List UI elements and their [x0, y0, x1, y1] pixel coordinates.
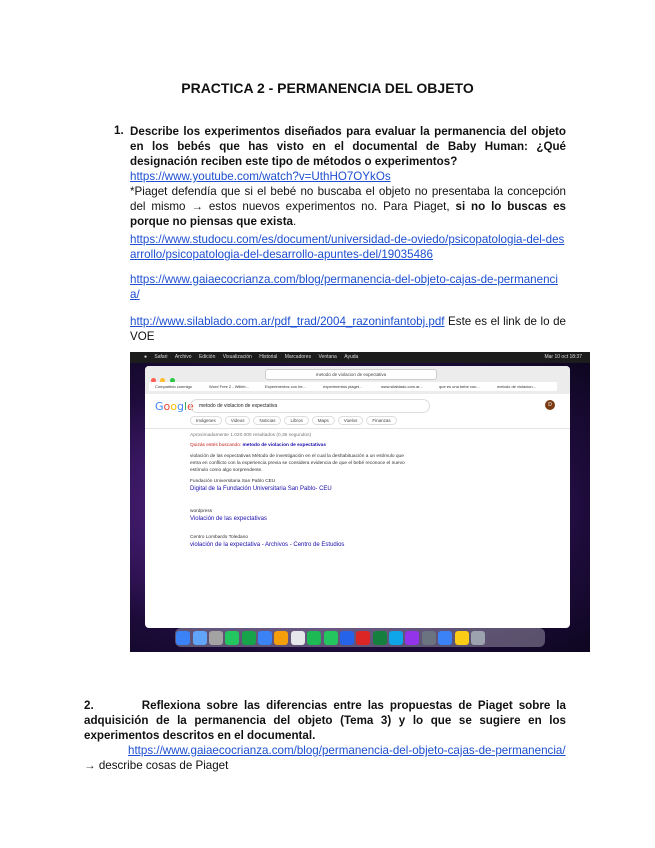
browser-tabbar — [145, 366, 570, 394]
safari-window — [145, 366, 570, 628]
silablado-link[interactable]: http://www.silablado.com.ar/pdf_trad/2004_razoninfantobj.pdf — [130, 315, 445, 328]
mac-dock — [175, 628, 545, 647]
question-1: Describe los experimentos diseñados para evaluar la permanencia del objeto en los bebés que has visto en el documental de Baby Human: ¿Qué designación reciben este tipo de métodos o experimentos? https://www.youtube.com/watch?v=UthHO7OYkOs *Piaget defendía que si el bebé no buscaba el objeto no presentaba la concepción del mismo → estos nuevos experimentos no. Para Piaget, si no lo buscas es porque no piensas que exista. — [130, 125, 566, 228]
tab[interactable]: experimentos piaget... — [317, 382, 377, 391]
silablado-link-block — [130, 314, 566, 344]
question-2-text: Reflexiona sobre las diferencias entre las propuestas de Piaget sobre la adquisición de la permanencia del objeto (Tema 3) y lo que se sugiere en los experimentos descritos en el documental. — [84, 699, 566, 742]
tab[interactable]: que es una bebe con... — [433, 382, 493, 391]
studocu-link[interactable]: https://www.studocu.com/es/document/universidad-de-oviedo/psicopatologia-del-desarrollo/psicopatologia-del-desarrollo-apuntes-del/19035486 — [130, 233, 565, 261]
question-2-number: 2. — [84, 699, 94, 712]
spotify-icon[interactable] — [307, 631, 321, 645]
whatsapp-icon[interactable] — [324, 631, 338, 645]
question-1-text: Describe los experimentos diseñados para evaluar la permanencia del objeto en los bebés que has visto en el documental de Baby Human: ¿Qué designación reciben este tipo de métodos o experimentos? — [130, 125, 566, 168]
apple-icon: ● — [144, 354, 148, 360]
piaget-note-bold: si no lo buscas es porque no piensas que exista — [130, 200, 566, 228]
tab[interactable]: Word Free 2 - Willeb... — [203, 382, 261, 391]
tab[interactable]: Experimentos con be... — [259, 382, 319, 391]
google-logo: Google — [155, 400, 194, 413]
tab[interactable]: www.silablado.com.ar... — [375, 382, 435, 391]
account-avatar[interactable]: D — [545, 400, 555, 410]
powerpoint-icon[interactable] — [356, 631, 370, 645]
tab-active[interactable]: metodo de violacion... — [491, 382, 557, 391]
messages-icon[interactable] — [242, 631, 256, 645]
result-link[interactable]: Digital de la Fundación Universitaria San Pablo- CEU — [190, 486, 332, 492]
gaiaecocrianza-link-2[interactable]: https://www.gaiaecocrianza.com/blog/permanencia-del-objeto-cajas-de-permanencia/ — [128, 744, 566, 757]
question-1-number: 1. — [114, 124, 124, 137]
embedded-screenshot — [130, 352, 590, 652]
voe-note: Este es el link de lo de VOE — [130, 315, 566, 343]
menubar-clock: Mar 10 oct 18:37 — [544, 354, 582, 360]
gaiaecocrianza-link[interactable]: https://www.gaiaecocrianza.com/blog/permanencia-del-objeto-cajas-de-permanencia/ — [130, 273, 558, 301]
finder-icon[interactable] — [176, 631, 190, 645]
gaia-link-block — [130, 272, 566, 302]
result-link[interactable]: violación de la expectativa - Archivos - Centro de Estudios — [190, 542, 345, 548]
tab[interactable]: Compartido conmigo — [149, 382, 205, 391]
result-link[interactable]: Violación de las expectativas — [190, 516, 267, 522]
studocu-link-block — [130, 232, 566, 262]
piaget-comment: → describe cosas de Piaget — [84, 759, 229, 772]
suggestion-link[interactable]: metodo de violacion de expectativas — [242, 443, 326, 448]
search-results: Aproximadamente 1.020.000 resultados (0,36 segundos) Quizás estés buscando: metodo de violacion de expectativas violación de las expectativas Método de investigación en el cual la deshabituación a un estímulo que entra en conflicto con la experiencia previa se considera evidencia de que el bebé reconoce el nuevo estímulo como algo sorprendente. Fundación Universitaria San Pablo CEU Digital de la Fundación Universitaria San Pablo- CEU wordpress Violación de las expectativas Centro Lombardo Toledano violación de la expectativa - Archivos - Centro de Estudios — [190, 432, 410, 550]
launchpad-icon[interactable] — [209, 631, 223, 645]
featured-snippet: violación de las expectativas Método de investigación en el cual la deshabituación a un estímulo que entra en conflicto con la experiencia previa se considera evidencia de que el bebé reconoce el nuevo estímulo como algo sorprendente. — [190, 454, 405, 473]
page-title: PRACTICA 2 - PERMANENCIA DEL OBJETO — [181, 80, 474, 96]
question-2 — [84, 698, 566, 773]
mail-icon[interactable] — [258, 631, 272, 645]
safari-icon[interactable] — [193, 631, 207, 645]
chrome-icon[interactable] — [389, 631, 403, 645]
app-store-icon[interactable] — [438, 631, 452, 645]
app-icon[interactable] — [405, 631, 419, 645]
google-search-tabs: Imágenes Videos Noticias Libros Maps Vuelos Finanzas — [190, 416, 400, 425]
piaget-note: *Piaget defendía que si el bebé no buscaba el objeto no presentaba la concepción del mismo → estos nuevos experimentos no. Para Piaget, — [130, 185, 566, 213]
youtube-link[interactable]: https://www.youtube.com/watch?v=UthHO7OYkOs — [130, 170, 391, 183]
trash-icon[interactable] — [471, 631, 485, 645]
address-bar[interactable]: metodo de violacion de expectativa — [265, 369, 437, 380]
mac-menubar: ● Safari Archivo Edición Visualización Historial Marcadores Ventana Ayuda Mar 10 oct 18:37 — [130, 352, 590, 363]
notes-icon[interactable] — [455, 631, 469, 645]
word-icon[interactable] — [340, 631, 354, 645]
photos-icon[interactable] — [274, 631, 288, 645]
facetime-icon[interactable] — [225, 631, 239, 645]
settings-icon[interactable] — [422, 631, 436, 645]
google-search-input[interactable]: metodo de violacion de expectativa — [190, 399, 430, 413]
calendar-icon[interactable] — [291, 631, 305, 645]
google-header — [145, 394, 570, 429]
excel-icon[interactable] — [373, 631, 387, 645]
